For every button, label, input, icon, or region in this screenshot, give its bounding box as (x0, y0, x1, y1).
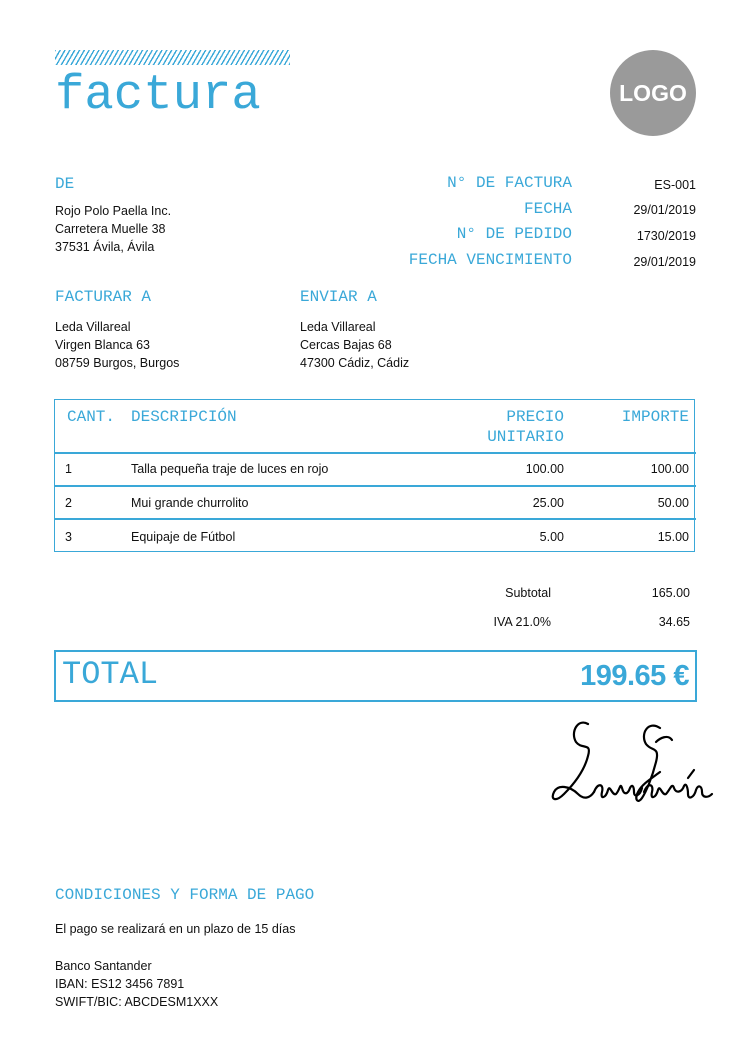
table-row-divider (55, 485, 696, 487)
due-date-label: FECHA VENCIMIENTO (408, 251, 572, 269)
date-value: 29/01/2019 (633, 203, 696, 217)
from-line: Carretera Muelle 38 (55, 222, 166, 236)
total-label: TOTAL (62, 656, 159, 693)
ship-to-line: Cercas Bajas 68 (300, 338, 392, 352)
row-description: Mui grande churrolito (131, 496, 249, 510)
invoice-number-value: ES-001 (654, 178, 696, 192)
table-row-divider (55, 518, 696, 520)
column-header-unit-price (487, 407, 564, 447)
bank-details (55, 957, 218, 1011)
unit-price-header-line: PRECIO (506, 408, 564, 426)
due-date-value: 29/01/2019 (633, 255, 696, 269)
from-line: 37531 Ávila, Ávila (55, 240, 155, 254)
column-header-qty: CANT. (67, 408, 116, 426)
row-unit-price: 25.00 (532, 496, 564, 510)
header-hatch-decoration (55, 50, 290, 65)
row-qty: 2 (65, 496, 72, 510)
column-header-amount: IMPORTE (621, 408, 689, 426)
row-description: Talla pequeña traje de luces en rojo (131, 462, 329, 476)
tax-value: 34.65 (658, 615, 690, 629)
terms-label: CONDICIONES Y FORMA DE PAGO (55, 886, 315, 904)
row-unit-price: 100.00 (525, 462, 564, 476)
row-amount: 50.00 (657, 496, 689, 510)
company-logo: LOGO (610, 50, 696, 136)
date-label: FECHA (523, 200, 572, 218)
bank-line: SWIFT/BIC: ABCDESM1XXX (55, 995, 219, 1009)
subtotal-value: 165.00 (651, 586, 690, 600)
bill-to-line: 08759 Burgos, Burgos (55, 356, 180, 370)
total-value: 199.65 € (580, 660, 689, 692)
row-qty: 1 (65, 462, 72, 476)
order-number-value: 1730/2019 (636, 229, 696, 243)
from-line: Rojo Polo Paella Inc. (55, 204, 172, 218)
ship-to-address (300, 318, 409, 372)
ship-to-line: Leda Villareal (300, 320, 376, 334)
table-header-divider (55, 452, 696, 454)
bill-to-address (55, 318, 179, 372)
row-description: Equipaje de Fútbol (131, 530, 236, 544)
subtotal-label: Subtotal (505, 586, 551, 600)
unit-price-header-line: UNITARIO (487, 428, 564, 446)
ship-to-line: 47300 Cádiz, Cádiz (300, 356, 410, 370)
bank-line: Banco Santander (55, 959, 152, 973)
bill-to-line: Leda Villareal (55, 320, 131, 334)
row-amount: 100.00 (650, 462, 689, 476)
from-label: DE (55, 175, 75, 193)
bill-to-label: FACTURAR A (55, 288, 152, 306)
bill-to-line: Virgen Blanca 63 (55, 338, 150, 352)
tax-label: IVA 21.0% (493, 615, 551, 629)
row-unit-price: 5.00 (539, 530, 564, 544)
invoice-number-label: N° DE FACTURA (447, 174, 572, 192)
invoice-title: factura (55, 67, 261, 123)
column-header-description: DESCRIPCIÓN (131, 408, 237, 426)
row-qty: 3 (65, 530, 72, 544)
row-amount: 15.00 (657, 530, 689, 544)
payment-note: El pago se realizará en un plazo de 15 días (55, 922, 296, 936)
signature-image (548, 712, 714, 814)
order-number-label: N° DE PEDIDO (456, 225, 572, 243)
bank-line: IBAN: ES12 3456 7891 (55, 977, 185, 991)
from-address (55, 202, 171, 256)
ship-to-label: ENVIAR A (300, 288, 377, 306)
